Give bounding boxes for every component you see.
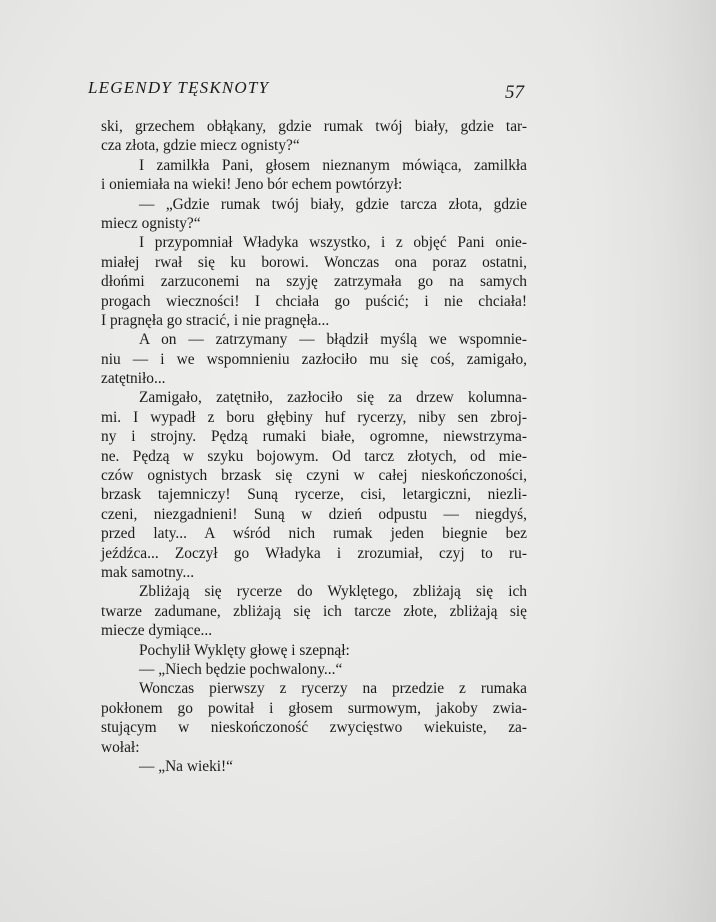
text-line: Wonczas pierwszy z rycerzy na przedzie z rumaka [139, 680, 527, 698]
text-line: I pragnęła go stracić, i nie pragnęła... [101, 311, 330, 329]
text-line: cza złota, gdzie miecz ognisty?“ [101, 137, 300, 155]
text-line: I zamilkła Pani, głosem nieznanym mówiąca, zamilkła [139, 156, 527, 174]
text-line: progach wieczności! I chciała go puścić; i nie chciała! [101, 292, 527, 310]
text-line: Zamigało, zatętniło, zazłociło się za drzew kolumna- [139, 389, 527, 407]
text-line: — „Niech będzie pochwalony...“ [139, 660, 343, 678]
text-line: jeźdźca... Zoczył go Władyka i zrozumiał, czyj to ru- [101, 544, 527, 562]
text-line: wołał: [101, 738, 140, 756]
page-number: 57 [505, 82, 524, 103]
text-line: czów ognistych brzask się czyni w całej nieskończoności, [101, 467, 527, 485]
text-line: — „Gdzie rumak twój biały, gdzie tarcza złota, gdzie [139, 195, 527, 213]
running-title: LEGENDY TĘSKNOTY [88, 78, 270, 97]
text-line: pokłonem go powitał i głosem surmowym, jakoby zwia- [101, 699, 527, 717]
text-line: przed laty... A wśród nich rumak jeden biegnie bez [101, 525, 527, 543]
text-line: miecz ognisty?“ [101, 214, 201, 232]
text-line: dłońmi zarzuconemi na szyję zatrzymała go na samych [101, 273, 527, 291]
text-line: — „Na wieki!“ [139, 757, 234, 775]
text-line: czeni, niezgadnieni! Suną w dzień odpustu — niegdyś, [101, 505, 527, 523]
text-line: I przypomniał Władyka wszystko, i z objęć Pani onie- [139, 234, 527, 252]
page-edge-shadow [586, 0, 716, 922]
text-line: niu — i we wspomnieniu zazłociło mu się coś, zamigało, [101, 350, 527, 368]
text-line: miałej rwał się ku borowi. Wonczas ona poraz ostatni, [101, 253, 527, 271]
text-line: mak samotny... [101, 563, 195, 581]
text-line: A on — zatrzymany — błądził myślą we wspomnie- [139, 331, 527, 349]
text-line: miecze dymiące... [101, 622, 213, 640]
text-line: Zbliżają się rycerze do Wyklętego, zbliżają się ich [139, 583, 527, 601]
text-line: brzask tajemniczy! Suną rycerze, cisi, letargiczni, niezli- [101, 486, 527, 504]
text-line: zatętniło... [101, 370, 166, 388]
text-line: twarze zadumane, zbliżają się ich tarcze złote, zbliżają się [101, 602, 527, 620]
text-line: Pochylił Wyklęty głowę i szepnął: [139, 641, 350, 659]
body-text [101, 117, 527, 776]
text-line: mi. I wypadł z boru głębiny huf rycerzy, niby sen zbroj- [101, 408, 527, 426]
text-line: ny i strojny. Pędzą rumaki białe, ogromne, niewstrzyma- [101, 428, 527, 446]
text-line: ne. Pędzą w szyku bojowym. Od tarcz złotych, od mie- [101, 447, 527, 465]
text-line: ski, grzechem obłąkany, gdzie rumak twój biały, gdzie tar- [101, 118, 527, 135]
text-line: i oniemiała na wieki! Jeno bór echem powtórzył: [101, 176, 403, 194]
text-line: stującym w nieskończoność zwycięstwo wiekuiste, za- [101, 719, 527, 737]
